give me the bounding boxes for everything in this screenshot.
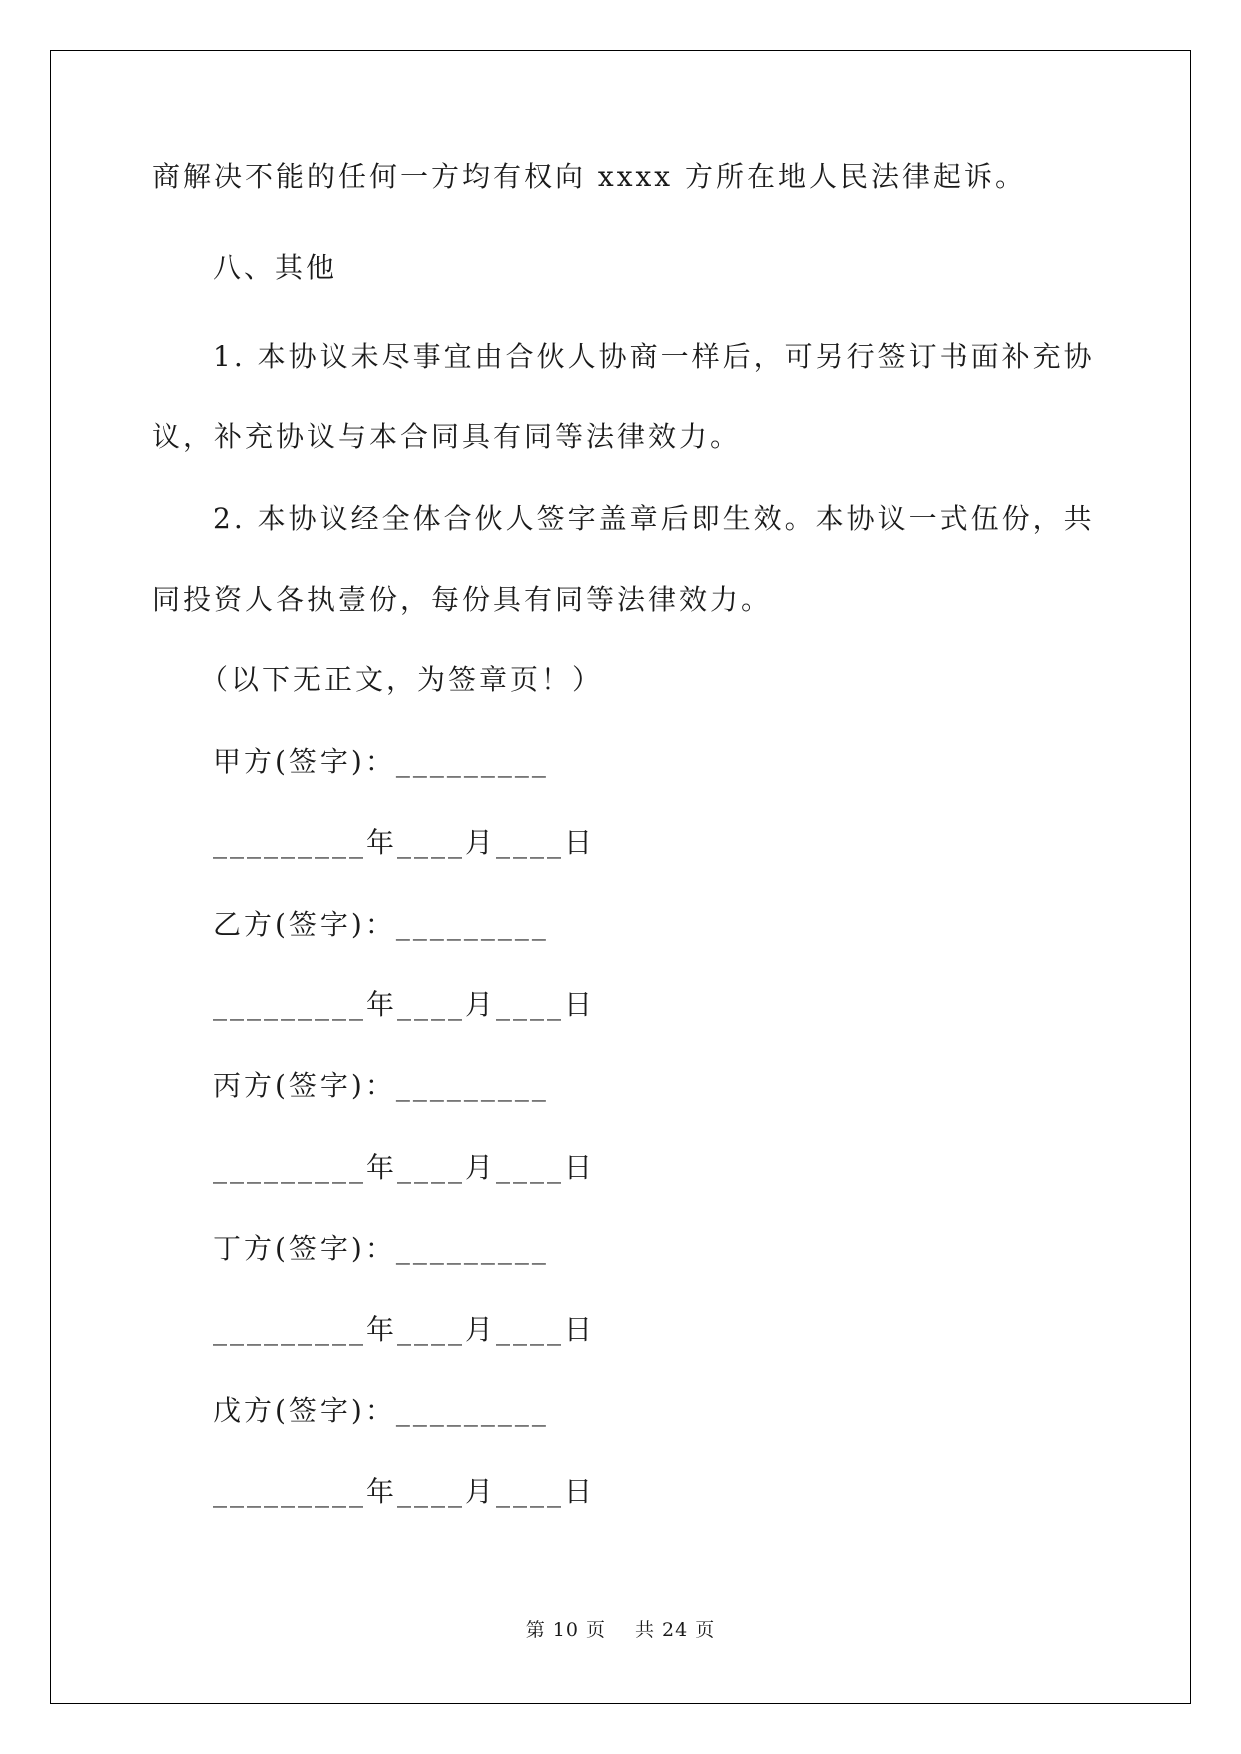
page-border: [50, 50, 1191, 1704]
page-total: 共 24 页: [635, 1619, 716, 1641]
signature-date-c: _________年____月____日: [213, 1151, 596, 1184]
signature-party-d: 丁方(签字)：_________: [213, 1232, 549, 1265]
page-number: 第 10 页: [525, 1619, 606, 1641]
body-line-item-1a: 1. 本协议未尽事宜由合伙人协商一样后，可另行签订书面补充协: [213, 340, 1095, 373]
body-line-1: 商解决不能的任何一方均有权向 xxxx 方所在地人民法律起诉。: [152, 160, 1026, 193]
signature-party-e: 戊方(签字)：_________: [213, 1394, 549, 1427]
body-line-item-1b: 议，补充协议与本合同具有同等法律效力。: [152, 420, 742, 453]
body-line-item-2a: 2. 本协议经全体合伙人签字盖章后即生效。本协议一式伍份，共: [213, 502, 1095, 535]
signature-date-e: _________年____月____日: [213, 1475, 596, 1508]
signature-date-a: _________年____月____日: [213, 826, 596, 859]
body-line-item-2b: 同投资人各执壹份，每份具有同等法律效力。: [152, 583, 773, 616]
signature-party-a: 甲方(签字)：_________: [213, 745, 549, 778]
signature-party-c: 丙方(签字)：_________: [213, 1069, 549, 1102]
signature-date-b: _________年____月____日: [213, 988, 596, 1021]
signature-date-d: _________年____月____日: [213, 1313, 596, 1346]
section-heading-other: 八、其他: [213, 251, 338, 284]
signature-page-note: （以下无正文，为签章页！）: [200, 663, 604, 696]
page-footer: [0, 1617, 1241, 1643]
signature-party-b: 乙方(签字)：_________: [213, 908, 549, 941]
